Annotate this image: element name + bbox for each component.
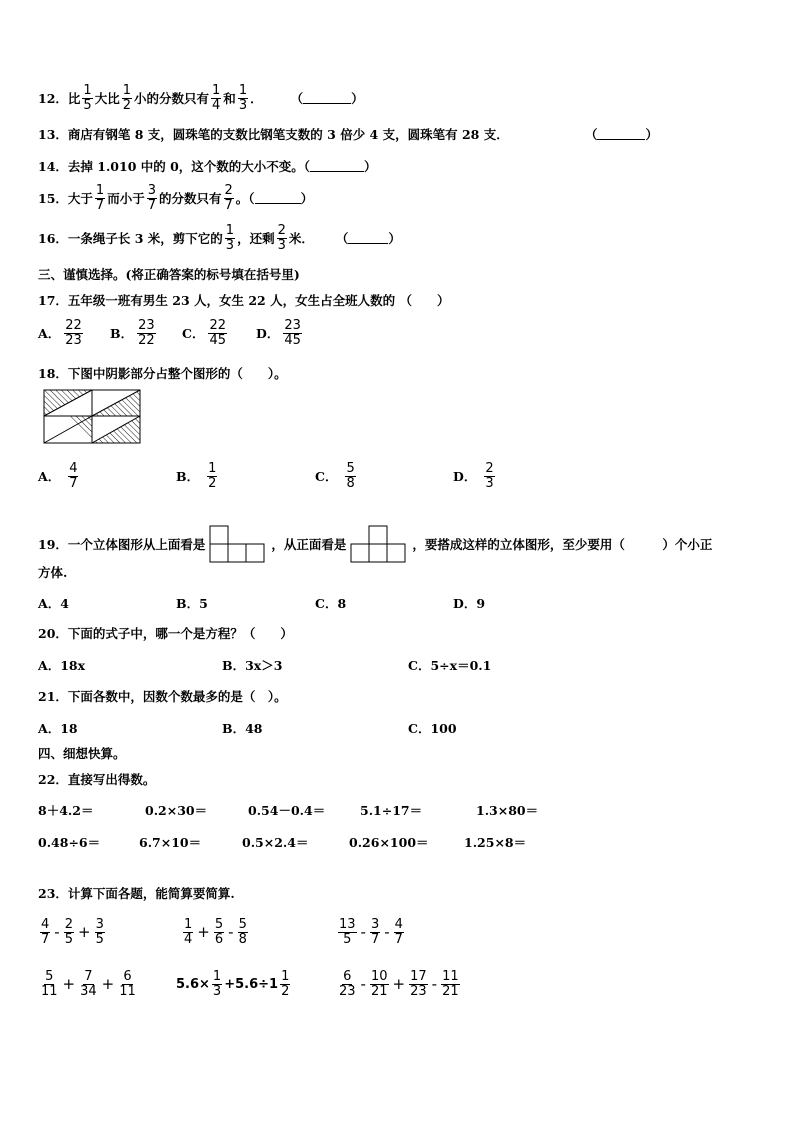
option-a[interactable]: A．18 [38, 721, 78, 736]
expression-4: $\frac{5}{11}$ + $\frac{7}{34}$ + $\frac{6}{11}$ [41, 969, 136, 999]
option-a[interactable]: A． $\frac{4}{7}$ [38, 461, 78, 491]
answer-blank[interactable] [348, 233, 388, 244]
expression-6: $\frac{6}{23}$ - $\frac{10}{21}$ + $\frac{17}{23}$ - $\frac{11}{21}$ [339, 969, 459, 999]
fraction: $\frac{1}{5}$ [83, 83, 92, 113]
fraction: $\frac{1}{3}$ [225, 223, 235, 253]
option-d[interactable]: D．9 [453, 596, 486, 611]
option-d[interactable]: D． $\frac{2}{3}$ [453, 461, 494, 491]
calc-item: 1.3×80＝ [476, 803, 539, 818]
option-a[interactable]: A．18x [38, 658, 86, 673]
option-b[interactable]: B．5 [176, 596, 208, 611]
calc-item: 1.25×8＝ [464, 835, 527, 850]
option-a[interactable]: A． $\frac{22}{23}$ [38, 318, 82, 348]
question-23: 23．计算下面各题，能简算要简算. [38, 886, 235, 901]
fraction: $\frac{1}{7}$ [95, 183, 105, 213]
expression-5: 5.6× $\frac{1}{3}$ +5.6÷1 $\frac{1}{2}$ [176, 969, 290, 999]
question-19-line2: 方体. [38, 565, 68, 580]
option-c[interactable]: C． $\frac{5}{8}$ [315, 461, 355, 491]
calc-item: 0.48÷6＝ [38, 835, 101, 850]
calc-item: 5.1÷17＝ [360, 803, 423, 818]
answer-blank[interactable] [303, 93, 351, 104]
question-22: 22．直接写出得数。 [38, 772, 156, 787]
expression-1: $\frac{4}{7}$ - $\frac{2}{5}$ + $\frac{3}{5}$ [41, 917, 104, 947]
fraction: $\frac{2}{3}$ [277, 223, 286, 253]
calc-item: 0.26×100＝ [349, 835, 429, 850]
answer-blank[interactable] [310, 161, 364, 172]
question-18: 18．下图中阴影部分占整个图形的（ ）。 [38, 366, 287, 381]
question-12: 12． 比 $\frac{1}{5}$ 大比 $\frac{1}{2}$ 小的分数只有 $\frac{1}{4}$ 和 $\frac{1}{3}$ ． （ ） [38, 83, 364, 113]
fraction: $\frac{3}{7}$ [147, 183, 156, 213]
question-19: 19．一个立体图形从上面看是 ，从正面看是 ，要搭成这样的立体图形，至少要用（ ）个小正 [38, 525, 712, 563]
fraction: $\frac{1}{3}$ [238, 83, 248, 113]
option-a[interactable]: A．4 [38, 596, 69, 611]
option-b[interactable]: B．3x＞3 [222, 658, 283, 673]
calc-item: 8＋4.2＝ [38, 803, 94, 818]
option-b[interactable]: B． $\frac{23}{22}$ [110, 318, 155, 348]
calc-item: 0.54－0.4＝ [248, 803, 326, 818]
question-15: 15． 大于 $\frac{1}{7}$ 而小于 $\frac{3}{7}$ 的分数只有 $\frac{2}{7}$ 。（ ） [38, 183, 314, 213]
calc-item: 6.7×10＝ [139, 835, 202, 850]
front-view-figure [350, 525, 408, 563]
question-16: 16．一条绳子长 3 米，剪下它的 $\frac{1}{3}$ ，还剩 $\frac{2}{3}$ 米． （ ） [38, 223, 401, 253]
option-c[interactable]: C．8 [315, 596, 347, 611]
question-20: 20．下面的式子中，哪一个是方程？（ ） [38, 626, 293, 641]
question-21: 21．下面各数中，因数个数最多的是（ ）。 [38, 689, 287, 704]
top-view-figure [209, 525, 267, 563]
expression-3: $\frac{13}{5}$ - $\frac{3}{7}$ - $\frac{4}{7}$ [339, 917, 403, 947]
question-17: 17．五年级一班有男生 23 人，女生 22 人，女生占全班人数的 （ ） [38, 293, 450, 308]
calc-item: 0.2×30＝ [145, 803, 208, 818]
section-4-heading: 四、细想快算。 [38, 746, 126, 761]
answer-blank[interactable] [597, 129, 645, 140]
option-c[interactable]: C．5÷x＝0.1 [408, 658, 492, 673]
fraction: $\frac{1}{4}$ [212, 83, 221, 113]
option-c[interactable]: C． $\frac{22}{45}$ [182, 318, 226, 348]
shaded-figure [43, 389, 141, 444]
option-b[interactable]: B． $\frac{1}{2}$ [176, 461, 217, 491]
expression-2: $\frac{1}{4}$ + $\frac{5}{6}$ - $\frac{5}{8}$ [184, 917, 247, 947]
section-3-heading: 三、谨慎选择。(将正确答案的标号填在括号里) [38, 267, 300, 282]
option-d[interactable]: D． $\frac{23}{45}$ [256, 318, 301, 348]
option-b[interactable]: B．48 [222, 721, 263, 736]
question-14: 14．去掉 1.010 中的 0，这个数的大小不变。（ ） [38, 159, 377, 174]
option-c[interactable]: C．100 [408, 721, 457, 736]
fraction: $\frac{2}{7}$ [224, 183, 233, 213]
calc-item: 0.5×2.4＝ [242, 835, 309, 850]
fraction: $\frac{1}{2}$ [122, 83, 131, 113]
question-13: 13．商店有钢笔 8 支，圆珠笔的支数比钢笔支数的 3 倍少 4 支，圆珠笔有 28 支． （ ） [38, 127, 658, 142]
answer-blank[interactable] [255, 193, 301, 204]
